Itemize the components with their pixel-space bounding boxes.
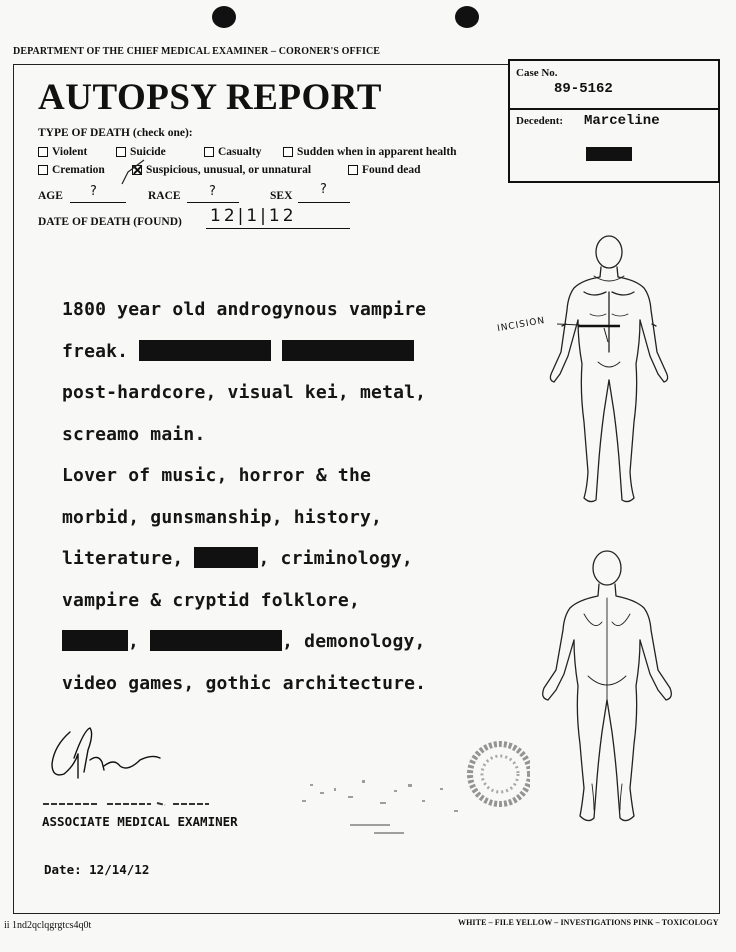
case-box-divider xyxy=(510,108,718,110)
race-value: ? xyxy=(209,184,216,199)
page-title: AUTOPSY REPORT xyxy=(38,77,382,118)
narrative-line xyxy=(62,538,522,580)
signature-date: Date: 12/14/12 xyxy=(44,862,150,877)
checkbox-violent xyxy=(38,147,48,157)
type-of-death-label: TYPE OF DEATH (check one): xyxy=(38,127,193,139)
option-casualty-label: Casualty xyxy=(218,146,262,158)
option-violent-label: Violent xyxy=(52,146,88,158)
checkbox-found-dead xyxy=(348,165,358,175)
checkbox-cremation xyxy=(38,165,48,175)
body-diagram-back xyxy=(532,548,682,828)
decedent-surname-redaction xyxy=(586,147,632,161)
option-sudden-label: Sudden when in apparent health xyxy=(297,146,457,158)
incision-tick xyxy=(604,328,608,342)
redaction-bar xyxy=(282,340,414,361)
option-suicide xyxy=(116,146,166,158)
redaction-bar xyxy=(194,547,258,568)
age-value: ? xyxy=(90,184,97,199)
narrative-line-text: literature, xyxy=(62,548,184,569)
punch-hole-left xyxy=(212,6,236,28)
narrative-line: post-hardcore, visual kei, metal, xyxy=(62,382,427,403)
narrative-line: 1800 year old androgynous vampire xyxy=(62,299,427,320)
narrative-line: vampire & cryptid folklore, xyxy=(62,589,360,611)
age-line xyxy=(70,188,126,203)
footer-code: ii 1nd2qclqgrgtcs4q0t xyxy=(4,920,92,931)
body-diagram-front xyxy=(538,232,680,512)
narrative-line-text: , xyxy=(128,631,140,652)
narrative-line: Lover of music, horror & the xyxy=(62,465,372,486)
incision-pointer xyxy=(557,320,581,328)
examiner-title: ASSOCIATE MEDICAL EXAMINER xyxy=(42,814,238,829)
date-of-death-value: 12|1|12 xyxy=(210,206,297,226)
date-of-death-label: DATE OF DEATH (FOUND) xyxy=(38,216,182,228)
option-cremation-label: Cremation xyxy=(52,164,105,176)
narrative-line: screamo main. xyxy=(62,423,206,445)
age-label: AGE xyxy=(38,190,63,202)
incision-label: INCISION xyxy=(496,315,547,335)
sex-label: SEX xyxy=(270,190,293,202)
department-header: DEPARTMENT OF THE CHIEF MEDICAL EXAMINER – CORONER'S OFFICE xyxy=(13,46,381,57)
case-number-value: 89-5162 xyxy=(554,81,613,97)
option-cremation xyxy=(38,164,105,176)
race-label: RACE xyxy=(148,190,181,202)
option-sudden xyxy=(283,146,457,158)
examiner-signature xyxy=(44,720,174,790)
option-casualty xyxy=(204,146,261,158)
redaction-bar xyxy=(62,630,128,651)
examiner-name-scribble xyxy=(41,800,211,808)
option-found-dead-label: Found dead xyxy=(362,164,421,176)
narrative-text xyxy=(62,289,522,704)
narrative-line xyxy=(62,331,522,373)
option-suspicious xyxy=(132,164,311,176)
sex-value: ? xyxy=(320,182,327,197)
case-number-label: Case No. xyxy=(516,67,558,79)
case-box xyxy=(508,59,720,183)
option-suicide-label: Suicide xyxy=(130,146,166,158)
narrative-line: video games, gothic architecture. xyxy=(62,672,427,694)
option-violent xyxy=(38,146,87,158)
narrative-line-text: freak. xyxy=(62,340,129,362)
narrative-line-text: , demonology, xyxy=(282,631,426,652)
punch-hole-right xyxy=(455,6,479,28)
footer-distribution: WHITE – FILE YELLOW – INVESTIGATIONS PINK – TOXICOLOGY xyxy=(458,918,719,927)
official-stamp-seal xyxy=(290,740,530,850)
option-found-dead xyxy=(348,164,420,176)
redaction-bar xyxy=(150,630,282,651)
decedent-label: Decedent: xyxy=(516,115,564,127)
checkbox-suicide xyxy=(116,147,126,157)
decedent-name: Marceline xyxy=(584,113,660,129)
redaction-bar xyxy=(139,340,271,361)
narrative-line-text: , criminology, xyxy=(258,548,413,569)
narrative-line xyxy=(62,621,522,663)
checkbox-casualty xyxy=(204,147,214,157)
option-suspicious-label: Suspicious, unusual, or unnatural xyxy=(146,164,312,176)
checkbox-sudden xyxy=(283,147,293,157)
checkmark-scribble xyxy=(118,158,148,186)
narrative-line: morbid, gunsmanship, history, xyxy=(62,506,383,528)
